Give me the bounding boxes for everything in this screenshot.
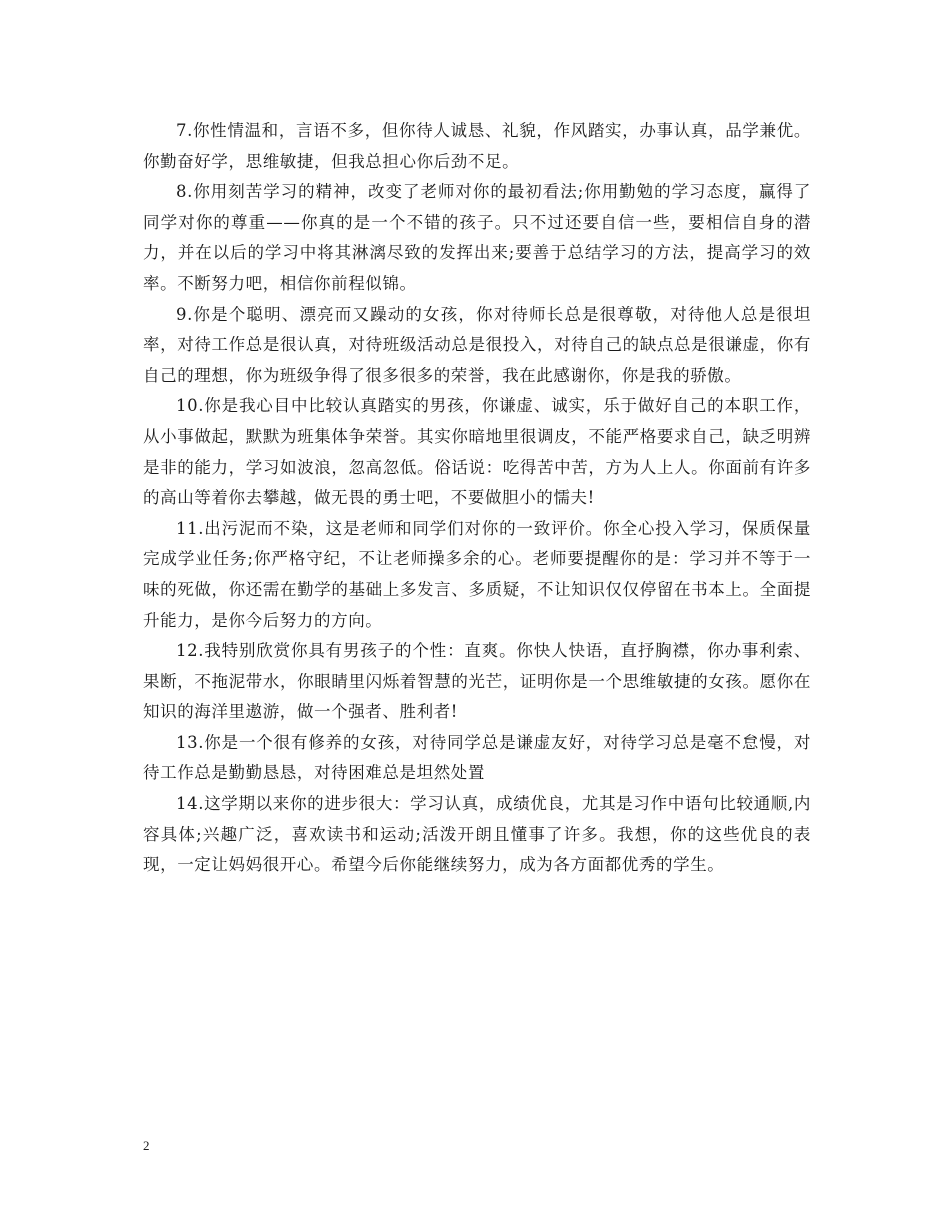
paragraph-13: 13.你是一个很有修养的女孩，对待同学总是谦虚友好，对待学习总是毫不怠慢，对待工作总是勤勤恳恳，对待困难总是坦然处置 — [143, 732, 811, 783]
document-body — [143, 116, 811, 881]
paragraph-10: 10.你是我心目中比较认真踏实的男孩，你谦虚、诚实，乐于做好自己的本职工作，从小事做起，默默为班集体争荣誉。其实你暗地里很调皮，不能严格要求自己，缺乏明辨是非的能力，学习如波浪，忽高忽低。俗话说：吃得苦中苦，方为人上人。你面前有许多的高山等着你去攀越，做无畏的勇士吧，不要做胆小的懦夫! — [143, 396, 811, 508]
paragraph-9: 9.你是个聪明、漂亮而又躁动的女孩，你对待师长总是很尊敬，对待他人总是很坦率，对待工作总是很认真，对待班级活动总是很投入，对待自己的缺点总是很谦虚，你有自己的理想，你为班级争得了很多很多的荣誉，我在此感谢你，你是我的骄傲。 — [143, 304, 811, 385]
paragraph-14: 14.这学期以来你的进步很大：学习认真，成绩优良，尤其是习作中语句比较通顺,内容具体;兴趣广泛，喜欢读书和运动;活泼开朗且懂事了许多。我想，你的这些优良的表现，一定让妈妈很开心。希望今后你能继续努力，成为各方面都优秀的学生。 — [143, 794, 811, 875]
page-number: 2 — [143, 1138, 150, 1153]
paragraph-11: 11.出污泥而不染，这是老师和同学们对你的一致评价。你全心投入学习，保质保量完成学业任务;你严格守纪，不让老师操多余的心。老师要提醒你的是：学习并不等于一味的死做，你还需在勤学的基础上多发言、多质疑，不让知识仅仅停留在书本上。全面提升能力，是你今后努力的方向。 — [143, 518, 811, 630]
paragraph-7: 7.你性情温和，言语不多，但你待人诚恳、礼貌，作风踏实，办事认真，品学兼优。你勤奋好学，思维敏捷，但我总担心你后劲不足。 — [143, 121, 811, 171]
paragraph-12: 12.我特别欣赏你具有男孩子的个性：直爽。你快人快语，直抒胸襟，你办事利索、果断，不拖泥带水，你眼睛里闪烁着智慧的光芒，证明你是一个思维敏捷的女孩。愿你在知识的海洋里遨游，做一个强者、胜利者! — [143, 641, 811, 722]
paragraph-8: 8.你用刻苦学习的精神，改变了老师对你的最初看法;你用勤勉的学习态度，赢得了同学对你的尊重——你真的是一个不错的孩子。只不过还要自信一些，要相信自身的潜力，并在以后的学习中将其淋漓尽致的发挥出来;要善于总结学习的方法，提高学习的效率。不断努力吧，相信你前程似锦。 — [143, 182, 811, 293]
